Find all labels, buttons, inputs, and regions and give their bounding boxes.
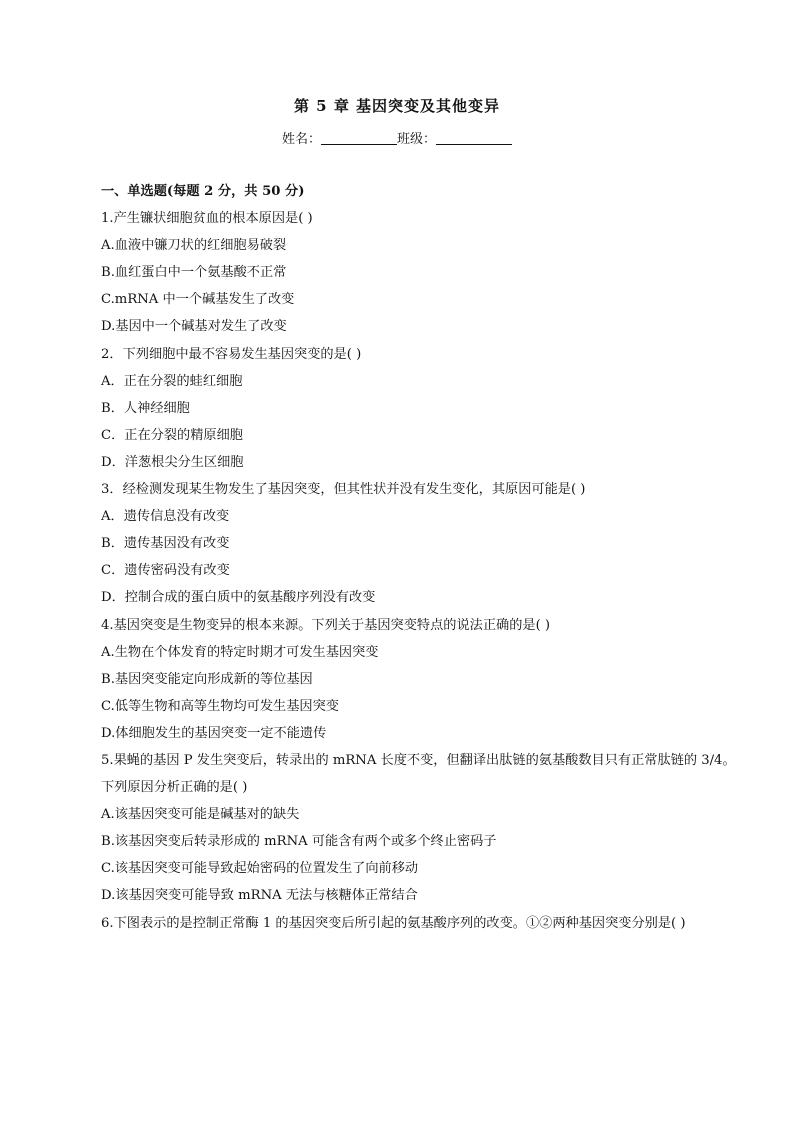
question-list bbox=[101, 178, 741, 937]
option: C.该基因突变可能导致起始密码的位置发生了向前移动 bbox=[101, 861, 419, 877]
option: C．正在分裂的精原细胞 bbox=[101, 427, 243, 443]
option: B.血红蛋白中一个氨基酸不正常 bbox=[101, 265, 287, 281]
option: A．正在分裂的蛙红细胞 bbox=[101, 373, 243, 389]
option: A.血液中镰刀状的红细胞易破裂 bbox=[101, 238, 287, 254]
option: D.体细胞发生的基因突变一定不能遗传 bbox=[101, 725, 327, 741]
page-title: 第 5 章 基因突变及其他变异 bbox=[293, 97, 501, 115]
option: C.mRNA 中一个碱基发生了改变 bbox=[101, 292, 295, 308]
option: B.基因突变能定向形成新的等位基因 bbox=[101, 671, 313, 687]
option: D．控制合成的蛋白质中的氨基酸序列没有改变 bbox=[101, 590, 376, 606]
name-blank bbox=[321, 132, 397, 145]
name-label: 姓名： bbox=[281, 132, 321, 147]
question-stem: 2．下列细胞中最不容易发生基因突变的是( ) bbox=[101, 346, 362, 362]
question-stem: 6.下图表示的是控制正常酶 1 的基因突变后所引起的氨基酸序列的改变。①②两种基因突变分别是( ) bbox=[101, 915, 686, 931]
class-label: 班级： bbox=[397, 132, 437, 147]
question-stem: 5.果蝇的基因 P 发生突变后，转录出的 mRNA 长度不变，但翻译出肽链的氨基酸数目只有正常肽链的 3/4。 bbox=[101, 752, 736, 768]
question-stem: 4.基因突变是生物变异的根本来源。下列关于基因突变特点的说法正确的是( ) bbox=[101, 617, 551, 633]
option: D.该基因突变可能导致 mRNA 无法与核糖体正常结合 bbox=[101, 888, 418, 904]
option: C.低等生物和高等生物均可发生基因突变 bbox=[101, 698, 339, 714]
question-stem-continued: 下列原因分析正确的是( ) bbox=[101, 780, 248, 796]
option: A.生物在个体发育的特定时期才可发生基因突变 bbox=[101, 644, 379, 660]
option: B．遗传基因没有改变 bbox=[101, 536, 230, 552]
option: D．洋葱根尖分生区细胞 bbox=[101, 454, 244, 470]
student-info-line bbox=[0, 128, 794, 147]
option: C．遗传密码没有改变 bbox=[101, 563, 230, 579]
question-stem: 1.产生镰状细胞贫血的根本原因是( ) bbox=[101, 211, 313, 227]
option: B．人神经细胞 bbox=[101, 400, 190, 416]
section-heading: 一、单选题(每题 2 分，共 50 分) bbox=[101, 184, 305, 199]
option: A.该基因突变可能是碱基对的缺失 bbox=[101, 807, 300, 823]
question-stem: 3．经检测发现某生物发生了基因突变，但其性状并没有发生变化，其原因可能是( ) bbox=[101, 482, 586, 498]
option: B.该基因突变后转录形成的 mRNA 可能含有两个或多个终止密码子 bbox=[101, 834, 497, 850]
option: D.基因中一个碱基对发生了改变 bbox=[101, 319, 287, 335]
class-blank bbox=[436, 132, 512, 145]
option: A．遗传信息没有改变 bbox=[101, 509, 230, 525]
